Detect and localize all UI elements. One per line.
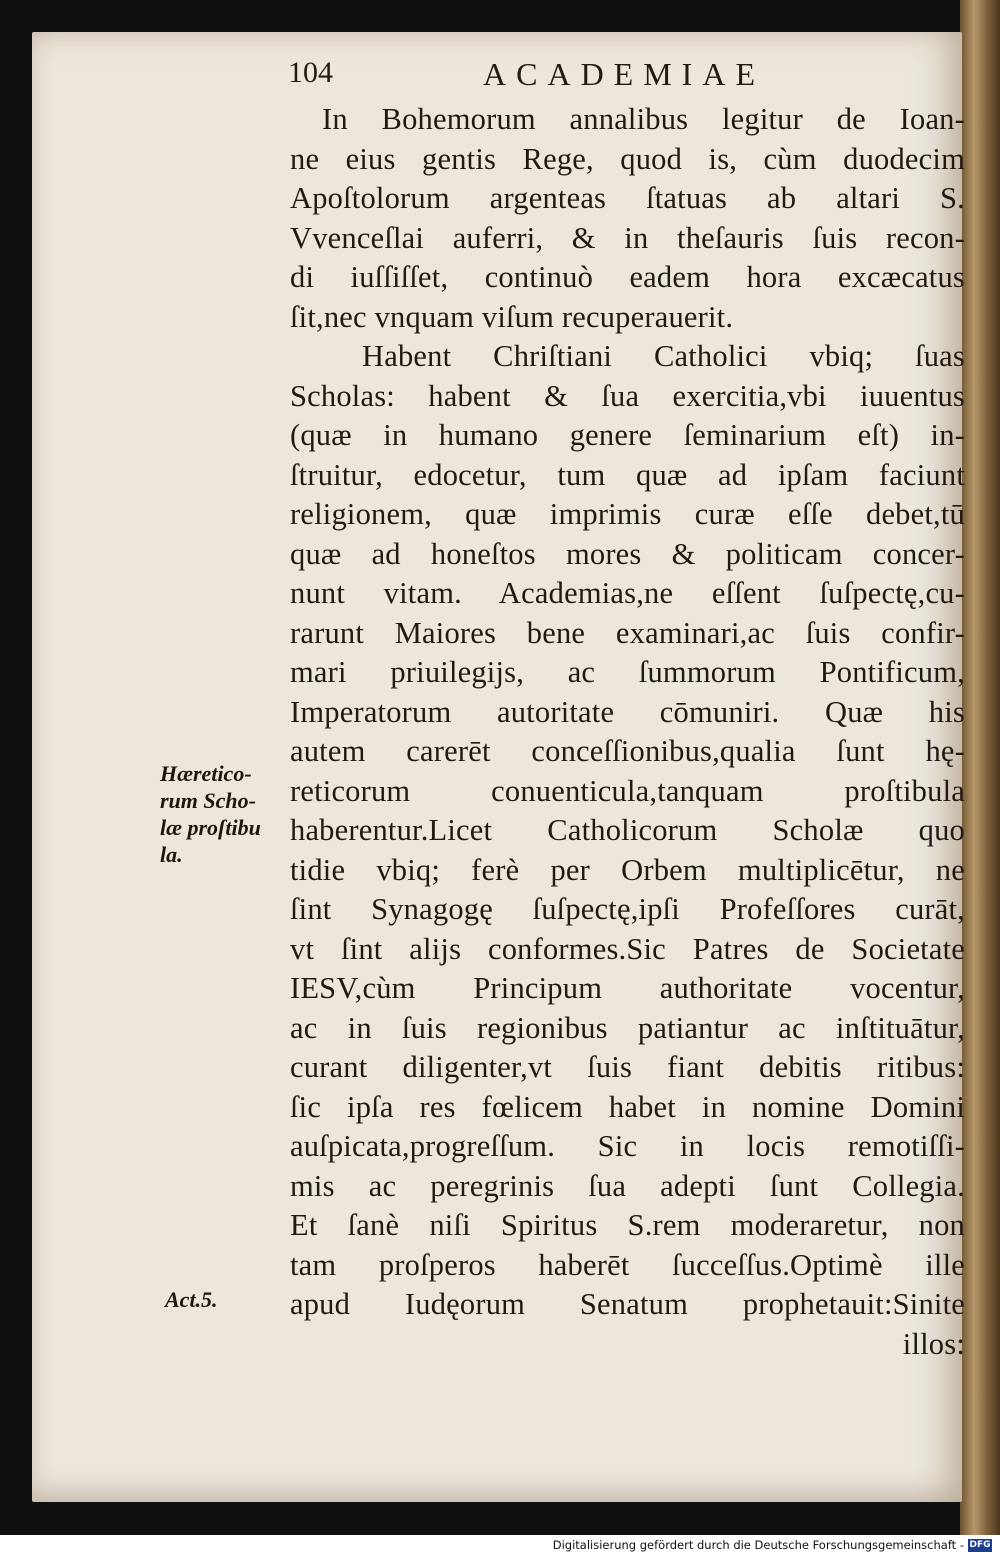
text-line: tidie vbiq; ferè per Orbem multiplicētur, ne bbox=[290, 852, 965, 887]
text-line: reticorum conuenticula,tanquam proſtibula bbox=[290, 773, 965, 808]
marginal-line: la. bbox=[160, 842, 183, 867]
main-text-block bbox=[290, 100, 965, 1364]
funding-credit: Digitalisierung gefördert durch die Deutsche Forschungsgemeinschaft - bbox=[552, 1538, 964, 1552]
text-line: In Bohemorum annalibus legitur de Ioan- bbox=[322, 102, 965, 136]
digitization-footer bbox=[0, 1535, 1000, 1558]
text-line: Apoſtolorum argenteas ſtatuas ab altari S. bbox=[290, 181, 965, 215]
marginal-line: rum Scho- bbox=[160, 788, 256, 813]
text-line: Imperatorum autoritate cōmuniri. Quæ his bbox=[290, 694, 965, 729]
text-line: nunt vitam. Academias,ne eſſent ſuſpectę,cu- bbox=[290, 576, 965, 610]
text-line: quæ ad honeſtos mores & politicam concer- bbox=[290, 536, 965, 571]
text-line: mis ac peregrinis ſua adepti ſunt Collegia. bbox=[290, 1168, 965, 1203]
text-line: auſpicata,progreſſum. Sic in locis remotiſſi- bbox=[290, 1129, 965, 1163]
book-edge bbox=[960, 0, 1000, 1535]
page-number: 104 bbox=[288, 56, 333, 89]
text-line: Et ſanè niſi Spiritus S.rem moderaretur, non bbox=[290, 1208, 965, 1242]
text-line: apud Iudęorum Senatum prophetauit:Sinite bbox=[290, 1287, 965, 1321]
marginal-line: Hæretico- bbox=[160, 761, 252, 786]
text-line: ſtruitur, edocetur, tum quæ ad ipſam faciunt bbox=[290, 457, 965, 492]
text-line: IESV,cùm Principum authoritate vocentur, bbox=[290, 971, 965, 1005]
text-line: religionem, quæ imprimis curæ eſſe debet,tū bbox=[290, 497, 965, 531]
text-line: ſic ipſa res fœlicem habet in nomine Domini bbox=[290, 1089, 965, 1124]
dfg-logo: DFG bbox=[969, 1540, 991, 1550]
text-line: ſint Synagogę ſuſpectę,ipſi Profeſſores curāt, bbox=[290, 892, 965, 926]
text-line: ac in ſuis regionibus patiantur ac inſtituātur, bbox=[290, 1010, 965, 1045]
text-line: Habent Chriſtiani Catholici vbiq; ſuas bbox=[362, 339, 965, 373]
text-line: mari priuilegijs, ac ſummorum Pontificum, bbox=[290, 655, 965, 689]
text-line: tam proſperos haberēt ſucceſſus.Optimè ille bbox=[290, 1247, 965, 1282]
text-line: ne eius gentis Rege, quod is, cùm duodecim bbox=[290, 141, 965, 176]
text-line: haberentur.Licet Catholicorum Scholæ quo bbox=[290, 813, 965, 847]
text-line: Scholas: habent & ſua exercitia,vbi iuuentus bbox=[290, 378, 965, 413]
text-line: curant diligenter,vt ſuis fiant debitis ritibus: bbox=[290, 1050, 965, 1084]
marginal-note-heretic-schools bbox=[160, 760, 285, 868]
text-line: ſit,nec vnquam viſum recuperauerit. bbox=[290, 299, 734, 334]
text-line: Vvenceſlai auferri, & in theſauris ſuis recon- bbox=[290, 220, 965, 255]
catchword: illos: bbox=[902, 1326, 965, 1361]
marginal-note-acts: Act.5. bbox=[165, 1287, 218, 1312]
text-line: (quæ in humano genere ſeminarium eſt) in- bbox=[290, 418, 965, 452]
running-head: ACADEMIAE bbox=[483, 56, 765, 92]
text-line: vt ſint alijs conformes.Sic Patres de Societate bbox=[290, 931, 965, 966]
text-line: rarunt Maiores bene examinari,ac ſuis confir- bbox=[290, 615, 965, 650]
page-header bbox=[288, 56, 963, 96]
marginal-line: læ proſtibu bbox=[160, 815, 261, 840]
text-line: di iuſſiſſet, continuò eadem hora excæcatus bbox=[290, 260, 965, 294]
text-line: autem carerēt conceſſionibus,qualia ſunt hę- bbox=[290, 734, 965, 768]
